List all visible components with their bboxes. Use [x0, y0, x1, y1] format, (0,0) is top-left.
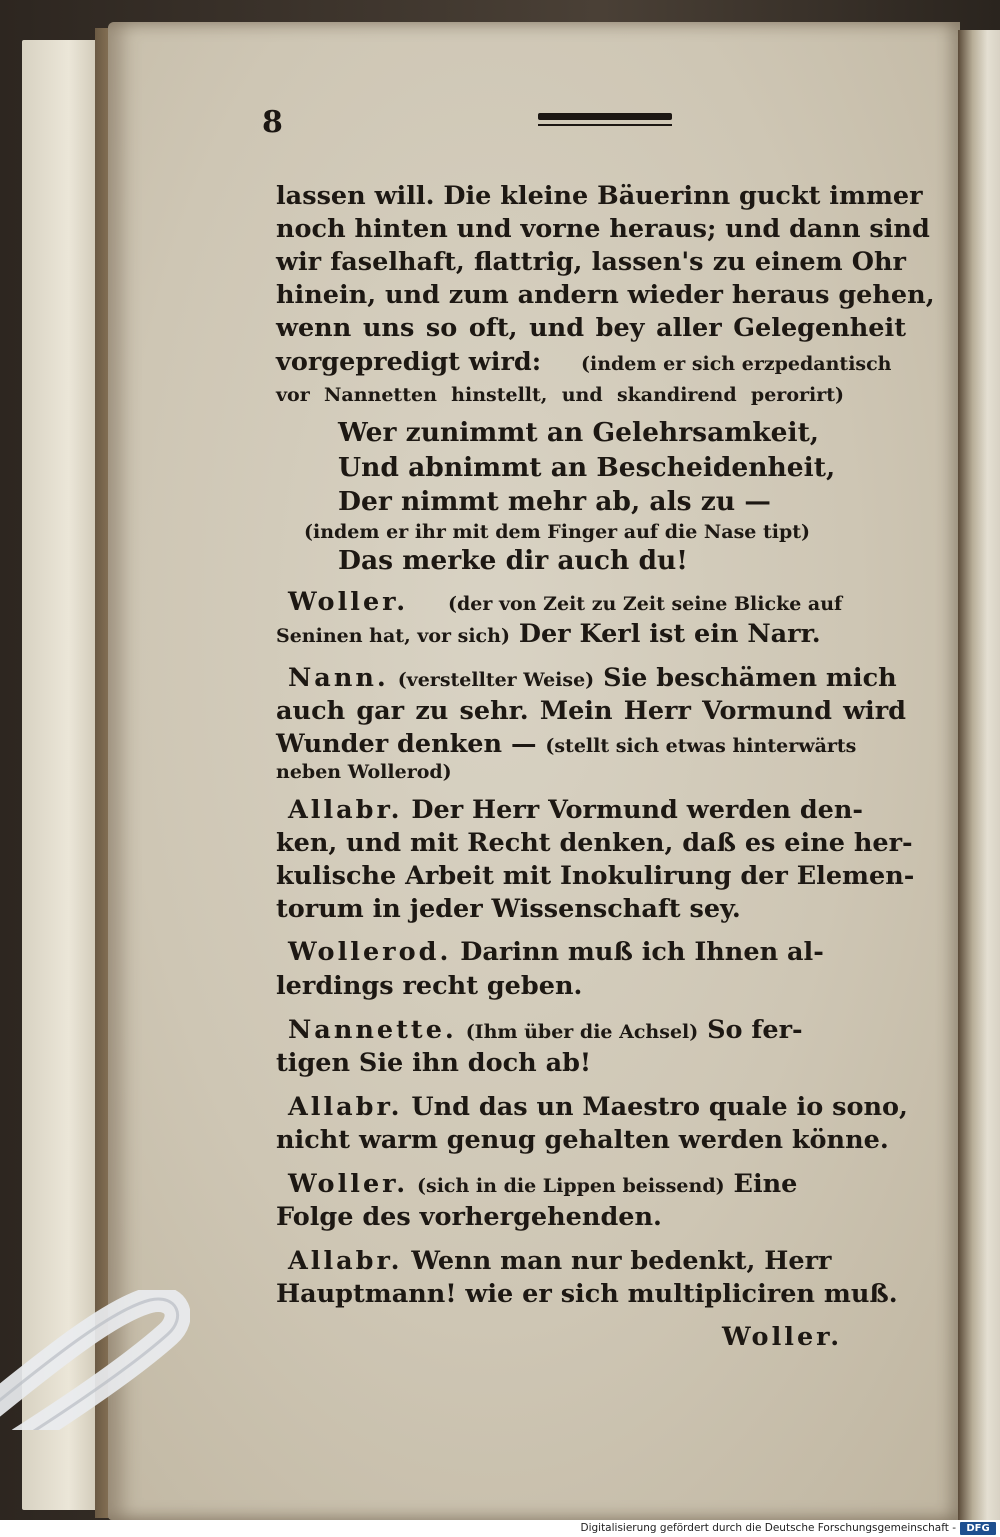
- text-line: wir faselhaft, flattrig, lassen's zu einem Ohr: [276, 247, 906, 277]
- stage-direction: Seninen hat, vor sich): [276, 625, 510, 647]
- text-line: torum in jeder Wissenschaft sey.: [276, 894, 741, 924]
- text-line: [288, 1092, 908, 1122]
- text-line: [288, 1169, 798, 1199]
- stage-direction: (stellt sich etwas hinterwärts: [545, 735, 857, 757]
- stage-direction: (indem er sich erzpedantisch: [581, 353, 892, 375]
- stage-direction: (indem er ihr mit dem Finger auf die Nase tipt): [304, 521, 811, 543]
- speaker-name: Allabr.: [288, 1092, 403, 1122]
- stage-direction: (sich in die Lippen beissend): [417, 1175, 725, 1197]
- dialogue-text: Wenn man nur bedenkt, Herr: [411, 1246, 832, 1276]
- catchword: Woller.: [722, 1322, 843, 1352]
- stage-direction: neben Wollerod): [276, 761, 452, 783]
- speaker-name: Nannette.: [288, 1015, 457, 1045]
- text-line: kulische Arbeit mit Inokulirung der Elemen-: [276, 861, 915, 891]
- speaker-name: Nann.: [288, 663, 389, 693]
- text-line: [288, 1246, 832, 1276]
- verse-line: Der nimmt mehr ab, als zu —: [338, 486, 771, 517]
- dialogue-text: Und das un Maestro quale io sono,: [411, 1092, 908, 1122]
- dfg-logo: DFG: [960, 1522, 996, 1535]
- text-line: [288, 1015, 803, 1045]
- text-line: [288, 937, 824, 967]
- paper-clip: [0, 1290, 190, 1430]
- text-line: noch hinten und vorne heraus; und dann sind: [276, 214, 930, 244]
- verse-line: Das merke dir auch du!: [338, 545, 688, 576]
- dialogue-text: Sie beschämen mich: [603, 663, 897, 693]
- text-line: lassen will. Die kleine Bäuerinn guckt immer: [276, 181, 923, 211]
- text-line: ken, und mit Recht denken, daß es eine her-: [276, 828, 913, 858]
- text-line: [288, 663, 897, 693]
- speaker-name: Allabr.: [288, 1246, 403, 1276]
- stage-direction: (Ihm über die Achsel): [465, 1021, 699, 1043]
- dialogue-text: Der Herr Vormund werden den-: [411, 795, 864, 825]
- speaker-name: Allabr.: [288, 795, 403, 825]
- stage-direction: (verstellter Weise): [397, 669, 595, 691]
- footer-credit: Digitalisierung gefördert durch die Deutsche Forschungsgemeinschaft -: [580, 1522, 956, 1534]
- text-line: wenn uns so oft, und bey aller Gelegenheit: [276, 313, 906, 343]
- text-line: [276, 729, 857, 759]
- dialogue-text: So fer-: [707, 1015, 803, 1045]
- dialogue-text: Eine: [733, 1169, 798, 1199]
- text-line: [288, 795, 864, 825]
- book-gutter: [958, 30, 1000, 1520]
- text-line: hinein, und zum andern wieder heraus gehen,: [276, 280, 935, 310]
- text-line: tigen Sie ihn doch ab!: [276, 1048, 592, 1078]
- verse-line: Wer zunimmt an Gelehrsamkeit,: [338, 417, 820, 448]
- stage-direction: vor Nannetten hinstellt, und skandirend perorirt): [276, 384, 844, 406]
- text-line: auch gar zu sehr. Mein Herr Vormund wird: [276, 696, 906, 726]
- text-line: [276, 619, 821, 649]
- dialogue-text: Darinn muß ich Ihnen al-: [460, 937, 824, 967]
- dialogue-text: Wunder denken —: [276, 729, 537, 759]
- page-number: 8: [262, 105, 283, 140]
- stage-direction: (der von Zeit zu Zeit seine Blicke auf: [448, 593, 843, 615]
- speaker-name: Woller.: [288, 1169, 409, 1199]
- text-line: nicht warm genug gehalten werden könne.: [276, 1125, 889, 1155]
- footer-bar: [0, 1520, 1000, 1537]
- speaker-name: Woller.: [288, 587, 409, 617]
- header-rule: [538, 113, 672, 127]
- text-line: lerdings recht geben.: [276, 971, 583, 1001]
- text-line: Folge des vorhergehenden.: [276, 1202, 662, 1232]
- text-line: vorgepredigt wird:: [276, 347, 542, 377]
- verse-line: Und abnimmt an Bescheidenheit,: [338, 452, 836, 483]
- dialogue-text: Der Kerl ist ein Narr.: [518, 619, 821, 649]
- speaker-name: Wollerod.: [288, 937, 452, 967]
- text-line: Hauptmann! wie er sich multipliciren muß.: [276, 1279, 898, 1309]
